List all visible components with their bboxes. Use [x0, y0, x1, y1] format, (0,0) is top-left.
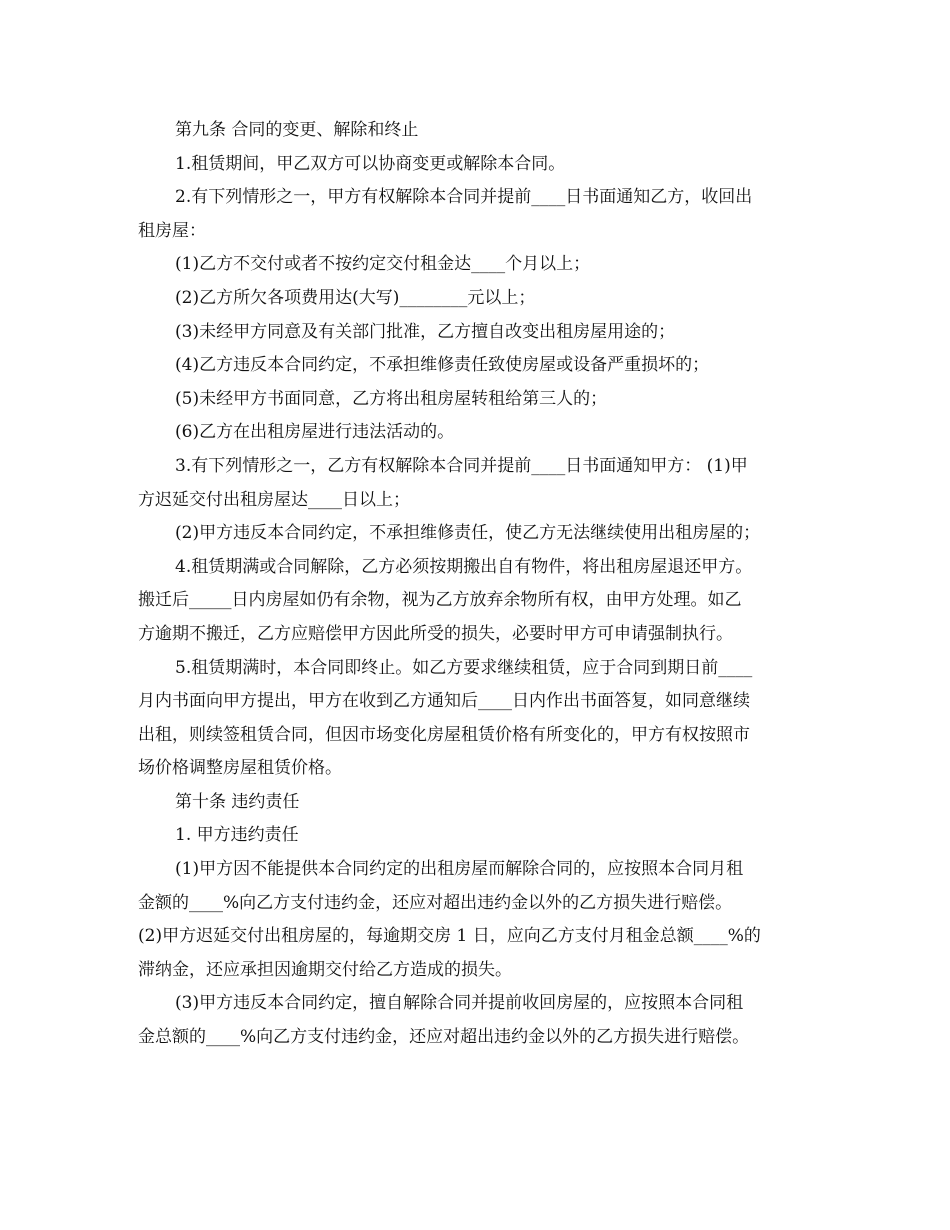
paragraph-line: 场价格调整房屋租赁价格。 — [138, 758, 342, 779]
paragraph-line: 月内书面向甲方提出，甲方在收到乙方通知后____日内作出书面答复，如同意继续 — [138, 691, 750, 712]
list-item: (1)乙方不交付或者不按约定交付租金达____个月以上； — [175, 254, 591, 275]
paragraph-line: 出租，则续签租赁合同，但因市场变化房屋租赁价格有所变化的，甲方有权按照市 — [138, 724, 750, 745]
list-item: (2)乙方所欠各项费用达(大写)________元以上； — [175, 287, 536, 308]
paragraph-line: 方逾期不搬迁，乙方应赔偿甲方因此所受的损失，必要时甲方可申请强制执行。 — [138, 623, 733, 644]
list-item: (4)乙方违反本合同约定，不承担维修责任致使房屋或设备严重损坏的； — [175, 355, 710, 376]
paragraph-line: 3.有下列情形之一，乙方有权解除本合同并提前____日书面通知甲方： (1)甲 — [175, 455, 748, 476]
paragraph-line: 金额的____%向乙方支付违约金，还应对超出违约金以外的乙方损失进行赔偿。 — [138, 892, 733, 913]
paragraph-line: 金总额的____%向乙方支付违约金，还应对超出违约金以外的乙方损失进行赔偿。 — [138, 1027, 750, 1048]
paragraph-line: 租房屋： — [138, 220, 206, 241]
section-nine-heading: 第九条 合同的变更、解除和终止 — [175, 120, 419, 140]
list-item: (2)甲方迟延交付出租房屋的，每逾期交房 1 日，应向乙方支付月租金总额____%的 — [138, 926, 761, 947]
section-ten-heading: 第十条 违约责任 — [175, 791, 300, 812]
contract-text — [138, 114, 816, 1055]
list-item: (3)未经甲方同意及有关部门批准，乙方擅自改变出租房屋用途的； — [175, 321, 676, 342]
list-item: (2)甲方违反本合同约定，不承担维修责任，使乙方无法继续使用出租房屋的； — [175, 523, 761, 544]
list-item: (6)乙方在出租房屋进行违法活动的。 — [175, 422, 455, 443]
list-item: (5)未经甲方书面同意，乙方将出租房屋转租给第三人的； — [175, 388, 608, 409]
paragraph-line: 方迟延交付出租房屋达____日以上； — [138, 489, 410, 510]
paragraph-line: 搬迁后_____日内房屋如仍有余物，视为乙方放弃余物所有权，由甲方处理。如乙 — [138, 590, 742, 611]
paragraph-line: 5.租赁期满时，本合同即终止。如乙方要求继续租赁，应于合同到期日前____ — [175, 657, 753, 678]
paragraph-line: 2.有下列情形之一，甲方有权解除本合同并提前____日书面通知乙方，收回出 — [175, 187, 753, 208]
paragraph-line: 滞纳金，还应承担因逾期交付给乙方造成的损失。 — [138, 959, 512, 980]
paragraph-line: 1.租赁期间，甲乙双方可以协商变更或解除本合同。 — [175, 153, 566, 174]
paragraph-line: 4.租赁期满或合同解除，乙方必须按期搬出自有物件，将出租房屋退还甲方。 — [175, 556, 753, 577]
list-item: (1)甲方因不能提供本合同约定的出租房屋而解除合同的，应按照本合同月租 — [175, 859, 744, 880]
list-item: (3)甲方违反本合同约定，擅自解除合同并提前收回房屋的，应按照本合同租 — [175, 993, 744, 1014]
subsection-heading: 1. 甲方违约责任 — [175, 825, 299, 846]
